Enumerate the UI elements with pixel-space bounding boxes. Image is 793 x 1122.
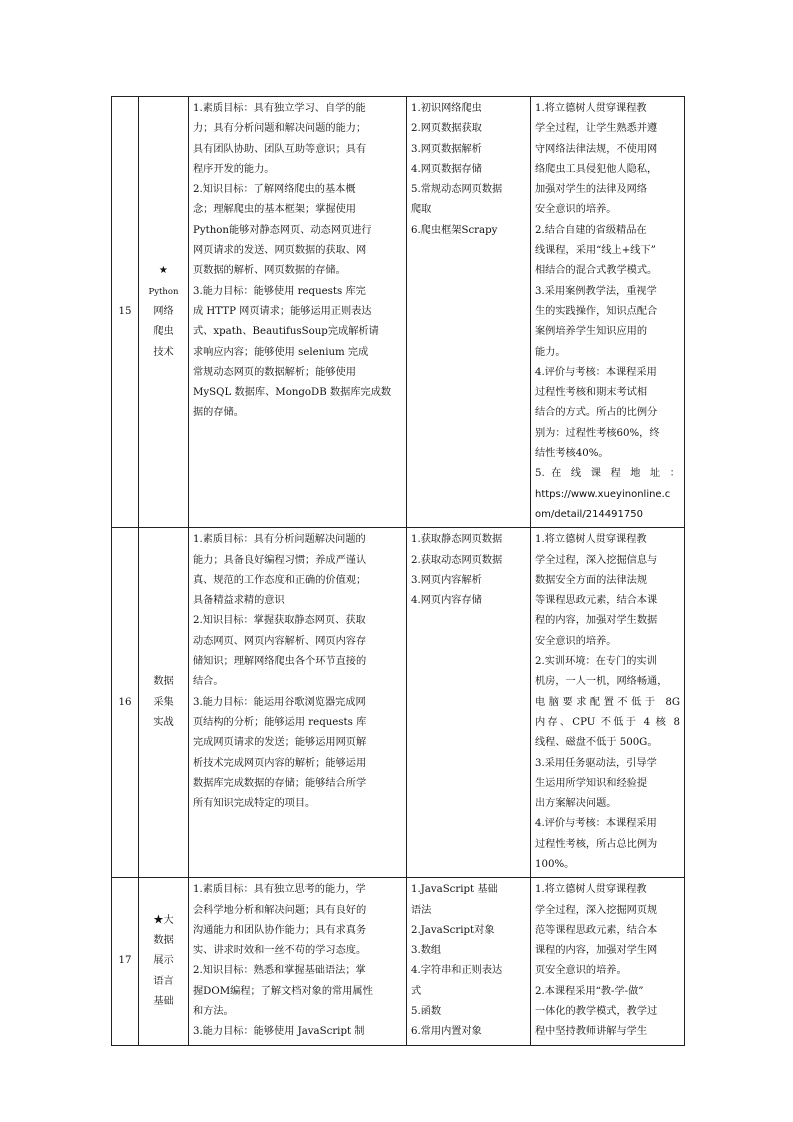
content-item: 爬取 — [411, 204, 432, 216]
content-item: 2.JavaScript对象 — [411, 924, 495, 936]
requirement-line: 等课程思政元素，结合本课 — [535, 595, 658, 607]
objective-line: MySQL 数据库、MongoDB 数据库完成数 — [193, 387, 392, 399]
requirement-line: 守网络法律法规，不使用网 — [535, 143, 658, 155]
content-item: 6.爬虫框架Scrapy — [411, 224, 498, 236]
objective-line: Python能够对静态网页、动态网页进行 — [193, 224, 372, 236]
table-row — [112, 878, 685, 1045]
objective-line: 具有团队协助、团队互助等意识；具有 — [193, 143, 367, 155]
course-name-line: 网络 — [153, 305, 174, 317]
teaching-requirements — [531, 528, 685, 878]
objective-line: 1.素质目标：具有独立学习、自学的能 — [193, 103, 366, 114]
objective-line: 动态网页、网页内容解析、网页内容存 — [193, 635, 367, 647]
requirement-line: 一体化的教学模式，教学过 — [535, 1006, 658, 1018]
row-number: 16 — [112, 528, 139, 878]
objective-line: 所有知识完成特定的项目。 — [193, 798, 316, 810]
requirement-line: 程中坚持教师讲解与学生 — [535, 1026, 648, 1038]
course-name-line: 基础 — [153, 995, 174, 1007]
objective-line: 页结构的分析；能够运用 requests 库 — [193, 716, 367, 728]
requirement-line: 络爬虫工具侵犯他人隐私， — [535, 163, 658, 175]
objective-line: 成 HTTP 网页请求；能够运用正则表达 — [193, 305, 372, 317]
course-name-line: 数据 — [153, 676, 174, 688]
requirement-line: 生运用所学知识和经验提 — [535, 777, 648, 789]
requirement-line: 学全过程，让学生熟悉并遵 — [535, 123, 658, 135]
requirement-line: 结合的方式。所占的比例分 — [535, 407, 658, 419]
requirement-line: 1.将立德树人贯穿课程教 — [535, 884, 647, 896]
objective-line: 会科学地分析和解决问题；具有良好的 — [193, 904, 367, 916]
requirement-line: 页安全意识的培养。 — [535, 965, 627, 977]
requirement-line: 5. 在 线 课 程 地 址 ： — [535, 468, 680, 480]
requirement-line: 2.结合自建的省级精品在 — [535, 224, 647, 236]
requirement-line: 线课程，采用“线上+线下” — [535, 245, 656, 257]
content-item: 3.网页数据解析 — [411, 143, 482, 155]
course-name-line: 技术 — [153, 346, 174, 358]
requirement-line: 100%。 — [535, 858, 575, 870]
objective-line: 式、xpath、BeautifusSoup完成解析请 — [193, 326, 379, 338]
course-name — [139, 97, 189, 528]
requirement-line: 1.将立德树人贯穿课程教 — [535, 103, 647, 114]
course-name — [139, 528, 189, 878]
objective-line: 1.素质目标：具有独立思考的能力，学 — [193, 884, 366, 896]
objective-line: 1.素质目标：具有分析问题解决问题的 — [193, 534, 366, 546]
course-contents — [407, 878, 531, 1045]
teaching-requirements — [531, 878, 685, 1045]
content-item: 5.常规动态网页数据 — [411, 184, 503, 196]
content-item: 3.数组 — [411, 945, 442, 957]
requirement-line: 数据安全方面的法律法规 — [535, 574, 648, 586]
objective-line: 3.能力目标：能运用谷歌浏览器完成网 — [193, 696, 366, 708]
objective-line: 2.知识目标：了解网络爬虫的基本概 — [193, 184, 356, 196]
requirement-line: om/detail/214491750 — [535, 508, 643, 520]
requirement-line: 1.将立德树人贯穿课程教 — [535, 534, 647, 546]
content-item: 4.网页内容存储 — [411, 595, 482, 607]
requirement-line: 机房，一人一机，网络畅通， — [535, 676, 668, 688]
objective-line: 和方法。 — [193, 1006, 234, 1018]
requirement-line: 4.评价与考核：本课程采用 — [535, 366, 657, 378]
course-name-line: 爬虫 — [153, 326, 174, 338]
course-name-line: Python — [148, 286, 179, 297]
requirement-line: 安全意识的培养。 — [535, 635, 617, 647]
objective-line: 沟通能力和团队协作能力；具有求真务 — [193, 924, 367, 936]
requirement-line: 加强对学生的法律及网络 — [535, 184, 648, 196]
content-item: 语法 — [411, 904, 432, 916]
table-row — [112, 97, 685, 528]
requirement-line: 案例培养学生知识应用的 — [535, 326, 648, 338]
course-name-line: 采集 — [153, 696, 174, 708]
objective-line: 程序开发的能力。 — [193, 163, 275, 175]
requirement-line: 电脑要求配置不低于 8G — [535, 696, 680, 708]
course-objectives — [189, 878, 407, 1045]
objective-line: 完成网页请求的发送；能够运用网页解 — [193, 737, 367, 749]
objective-line: 2.知识目标：掌握获取静态网页、获取 — [193, 615, 366, 627]
requirement-line: 2.本课程采用“教-学-做” — [535, 985, 644, 997]
row-number: 15 — [112, 97, 139, 528]
objective-line: 实、讲求时效和一丝不苟的学习态度。 — [193, 945, 367, 957]
requirement-line: 4.评价与考核：本课程采用 — [535, 818, 657, 830]
objective-line: 结合。 — [193, 676, 224, 688]
course-name-line: 语言 — [153, 975, 174, 987]
content-item: 1.获取静态网页数据 — [411, 534, 503, 546]
content-item: 式 — [411, 985, 422, 997]
requirement-line: 学全过程，深入挖掘信息与 — [535, 554, 658, 566]
row-number: 17 — [112, 878, 139, 1045]
requirement-line: 范等课程思政元素，结合本 — [535, 924, 658, 936]
content-item: 4.字符串和正则表达 — [411, 965, 503, 977]
requirement-line: 相结合的混合式教学模式。 — [535, 265, 658, 277]
content-item: 4.网页数据存储 — [411, 163, 482, 175]
objective-line: 储知识；理解网络爬虫各个环节直接的 — [193, 656, 367, 668]
content-item: 6.常用内置对象 — [411, 1026, 482, 1038]
course-contents — [407, 528, 531, 878]
requirement-line: 课程的内容，加强对学生网 — [535, 945, 658, 957]
requirement-line: https://www.xueyinonline.c — [535, 488, 671, 500]
requirement-line: 内存、CPU 不低于 4 核 8 — [535, 716, 680, 728]
requirement-line: 生的实践操作，知识点配合 — [535, 305, 658, 317]
objective-line: 3.能力目标：能够使用 JavaScript 制 — [193, 1026, 365, 1038]
content-item: 1.初识网络爬虫 — [411, 103, 482, 114]
course-name-line: 实战 — [153, 716, 174, 728]
requirement-line: 别为：过程性考核60%，终 — [535, 427, 660, 439]
objective-line: 念；理解爬虫的基本框架；掌握使用 — [193, 204, 356, 216]
requirement-line: 3.采用案例教学法，重视学 — [535, 285, 657, 297]
objective-line: 据的存储。 — [193, 407, 244, 419]
requirement-line: 结性考核40%。 — [535, 448, 609, 460]
content-item: 2.网页数据获取 — [411, 123, 482, 135]
course-objectives — [189, 528, 407, 878]
objective-line: 能力；具备良好编程习惯；养成严谨认 — [193, 554, 367, 566]
course-contents — [407, 97, 531, 528]
requirement-line: 能力。 — [535, 346, 566, 358]
objective-line: 页数据的解析、网页数据的存储。 — [193, 265, 346, 277]
requirement-line: 过程性考核，所占总比例为 — [535, 838, 658, 850]
requirement-line: 2.实训环境：在专门的实训 — [535, 656, 657, 668]
requirement-line: 线程、磁盘不低于 500G。 — [535, 737, 658, 749]
course-objectives — [189, 97, 407, 528]
objective-line: 具备精益求精的意识 — [193, 595, 285, 607]
content-item: 2.获取动态网页数据 — [411, 554, 503, 566]
content-item: 3.网页内容解析 — [411, 574, 482, 586]
course-table-body — [112, 97, 685, 1046]
course-name-line: ★ — [158, 265, 169, 277]
objective-line: 真、规范的工作态度和正确的价值观； — [193, 574, 367, 586]
content-item: 5.函数 — [411, 1006, 442, 1018]
course-name-line: ★大 — [153, 914, 174, 926]
table-row — [112, 528, 685, 878]
objective-line: 网页请求的发送、网页数据的获取、网 — [193, 245, 367, 257]
content-item: 1.JavaScript 基础 — [411, 884, 498, 896]
objective-line: 求响应内容；能够使用 selenium 完成 — [193, 346, 369, 358]
requirement-line: 过程性考核和期末考试相 — [535, 387, 648, 399]
objective-line: 力；具有分析问题和解决问题的能力； — [193, 123, 367, 135]
objective-line: 3.能力目标：能够使用 requests 库完 — [193, 285, 366, 297]
requirement-line: 3.采用任务驱动法，引导学 — [535, 757, 657, 769]
course-name — [139, 878, 189, 1045]
objective-line: 常规动态网页的数据解析；能够使用 — [193, 366, 356, 378]
course-name-line: 数据 — [153, 935, 174, 947]
requirement-line: 安全意识的培养。 — [535, 204, 617, 216]
requirement-line: 程的内容，加强对学生数据 — [535, 615, 658, 627]
teaching-requirements — [531, 97, 685, 528]
requirement-line: 学全过程，深入挖掘网页规 — [535, 904, 658, 916]
requirement-line: 出方案解决问题。 — [535, 798, 617, 810]
objective-line: 析技术完成网页内容的解析；能够运用 — [193, 757, 367, 769]
course-name-line: 展示 — [153, 955, 174, 967]
course-table — [111, 96, 685, 1046]
objective-line: 数据库完成数据的存储；能够结合所学 — [193, 777, 367, 789]
objective-line: 2.知识目标：熟悉和掌握基础语法；掌 — [193, 965, 366, 977]
objective-line: 握DOM编程；了解文档对象的常用属性 — [193, 985, 373, 997]
